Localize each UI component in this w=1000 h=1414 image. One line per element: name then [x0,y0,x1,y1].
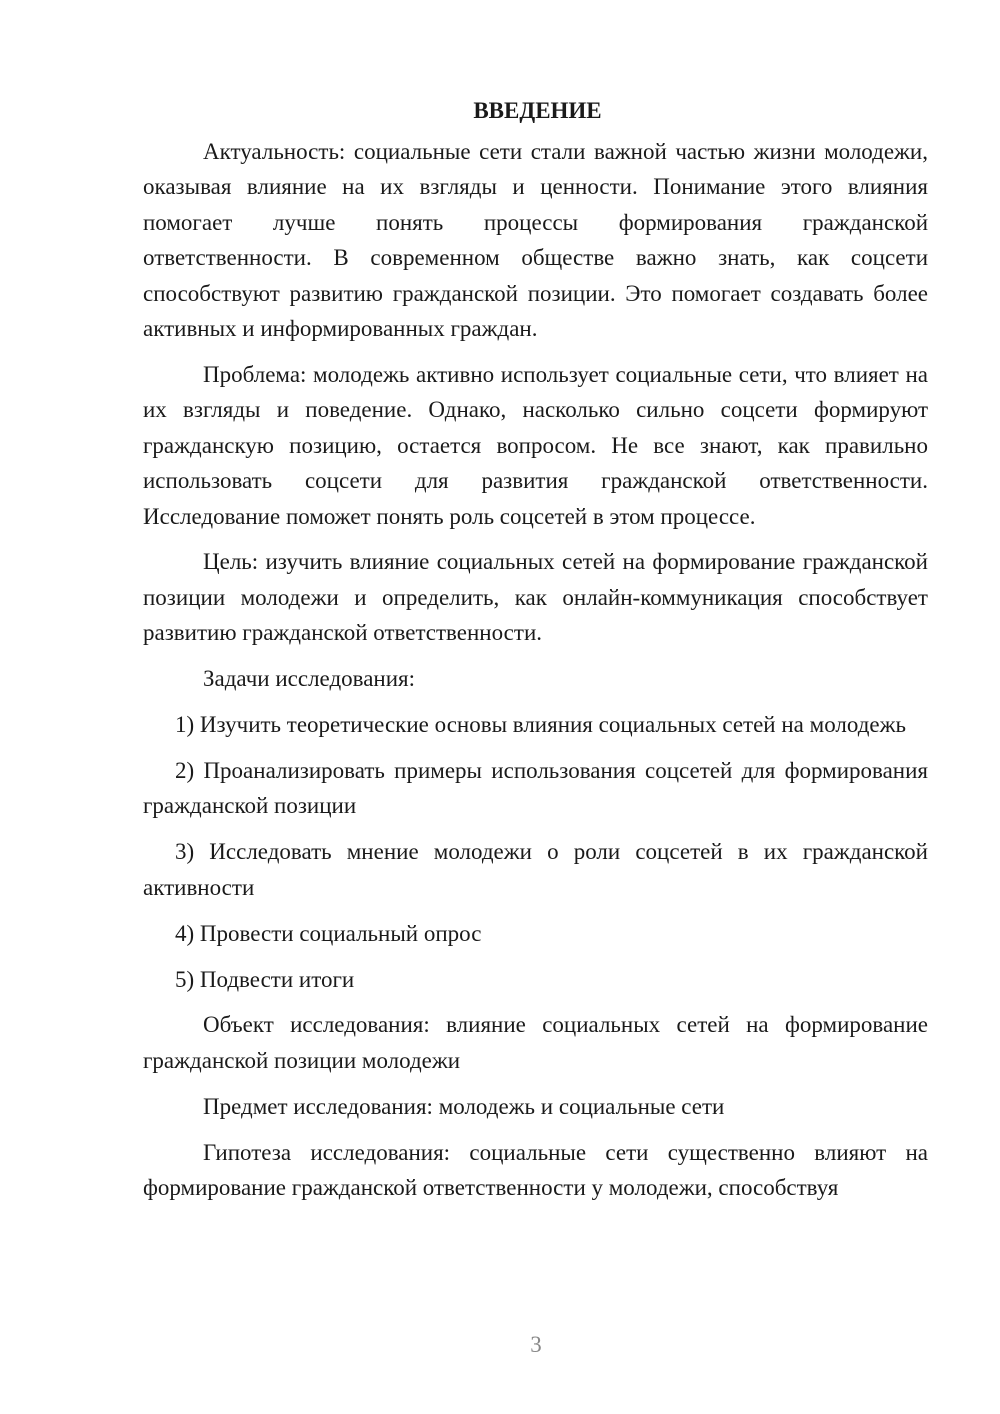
paragraph-relevance: Актуальность: социальные сети стали важной частью жизни молодежи, оказывая влияние на их взгляды и ценности. Понимание этого влияния помогает лучше понять процессы формирования гражданской ответственности. В современном обществе важно знать, как соцсети способствуют развитию гражданской позиции. Это помогает создавать более активных и информированных граждан. [143,139,928,342]
page-number: 3 [530,1332,542,1357]
task-item-4: 4) Провести социальный опрос [175,920,482,946]
paragraph-problem: Проблема: молодежь активно использует социальные сети, что влияет на их взгляды и поведение. Однако, насколько сильно соцсети формируют гражданскую позицию, остается вопросом. Не все знают, как правильно использовать соцсети для развития гражданской ответственности. Исследование поможет понять роль соцсетей в этом процессе. [143,361,928,529]
paragraph-object: Объект исследования: влияние социальных сетей на формирование гражданской позиции молодежи [143,1012,928,1073]
paragraph-goal: Цель: изучить влияние социальных сетей на формирование гражданской позиции молодежи и определить, как онлайн-коммуникация способствует развитию гражданской ответственности. [143,549,928,646]
task-item-3: 3) Исследовать мнение молодежи о роли соцсетей в их гражданской активности [143,839,928,900]
section-title: ВВЕДЕНИЕ [473,98,602,123]
paragraph-hypothesis: Гипотеза исследования: социальные сети существенно влияют на формирование гражданской ответственности у молодежи, способствуя [143,1139,928,1201]
task-item-5: 5) Подвести итоги [175,966,355,992]
tasks-heading: Задачи исследования: [203,666,416,692]
task-item-2: 2) Проанализировать примеры использования соцсетей для формирования гражданской позиции [143,758,928,819]
task-item-1: 1) Изучить теоретические основы влияния социальных сетей на молодежь [175,712,906,738]
paragraph-subject: Предмет исследования: молодежь и социальные сети [203,1093,725,1119]
